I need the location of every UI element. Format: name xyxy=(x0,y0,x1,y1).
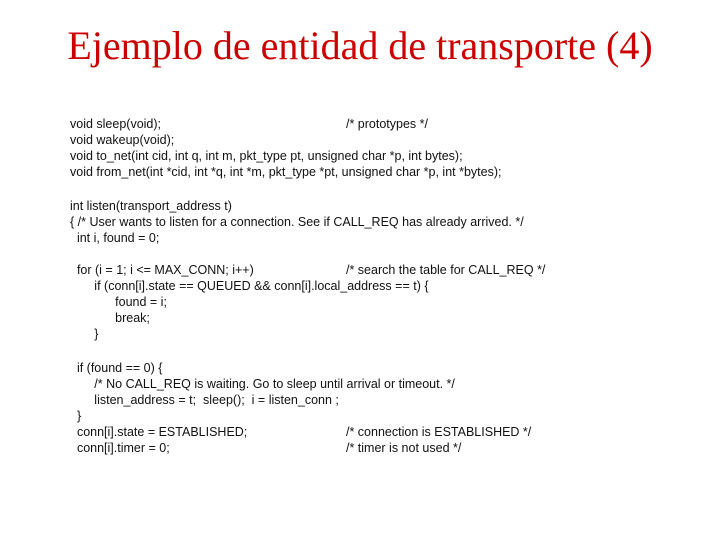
code-line: break; xyxy=(70,311,150,325)
code-listing xyxy=(60,108,665,468)
code-line: } xyxy=(70,327,99,341)
code-line: void wakeup(void); xyxy=(70,133,175,147)
code-line: conn[i].timer = 0; xyxy=(70,441,170,455)
slide-title: Ejemplo de entidad de transporte (4) xyxy=(67,23,653,68)
code-line: listen_address = t; sleep(); i = listen_conn ; xyxy=(70,393,339,407)
code-line: conn[i].state = ESTABLISHED; xyxy=(70,425,248,439)
code-line: void from_net(int *cid, int *q, int *m, pkt_type *pt, unsigned char *p, int *bytes); xyxy=(70,165,502,179)
code-line: int listen(transport_address t) xyxy=(70,199,232,213)
code-line: { /* User wants to listen for a connection. See if CALL_REQ has already arrived. */ xyxy=(70,215,524,229)
code-comment: /* prototypes */ xyxy=(346,117,428,131)
code-line: int i, found = 0; xyxy=(70,231,160,245)
code-line: void sleep(void); xyxy=(70,117,162,131)
code-comment: /* timer is not used */ xyxy=(346,441,462,455)
code-comment: /* connection is ESTABLISHED */ xyxy=(346,425,532,439)
code-line: if (conn[i].state == QUEUED && conn[i].local_address == t) { xyxy=(70,279,429,293)
code-line: if (found == 0) { xyxy=(70,361,163,375)
code-line: } xyxy=(70,409,82,423)
code-comment: /* search the table for CALL_REQ */ xyxy=(346,263,546,277)
code-line: void to_net(int cid, int q, int m, pkt_type pt, unsigned char *p, int bytes); xyxy=(70,149,463,163)
code-line: /* No CALL_REQ is waiting. Go to sleep until arrival or timeout. */ xyxy=(70,377,455,391)
code-line: found = i; xyxy=(70,295,167,309)
code-line: for (i = 1; i <= MAX_CONN; i++) xyxy=(70,263,254,277)
